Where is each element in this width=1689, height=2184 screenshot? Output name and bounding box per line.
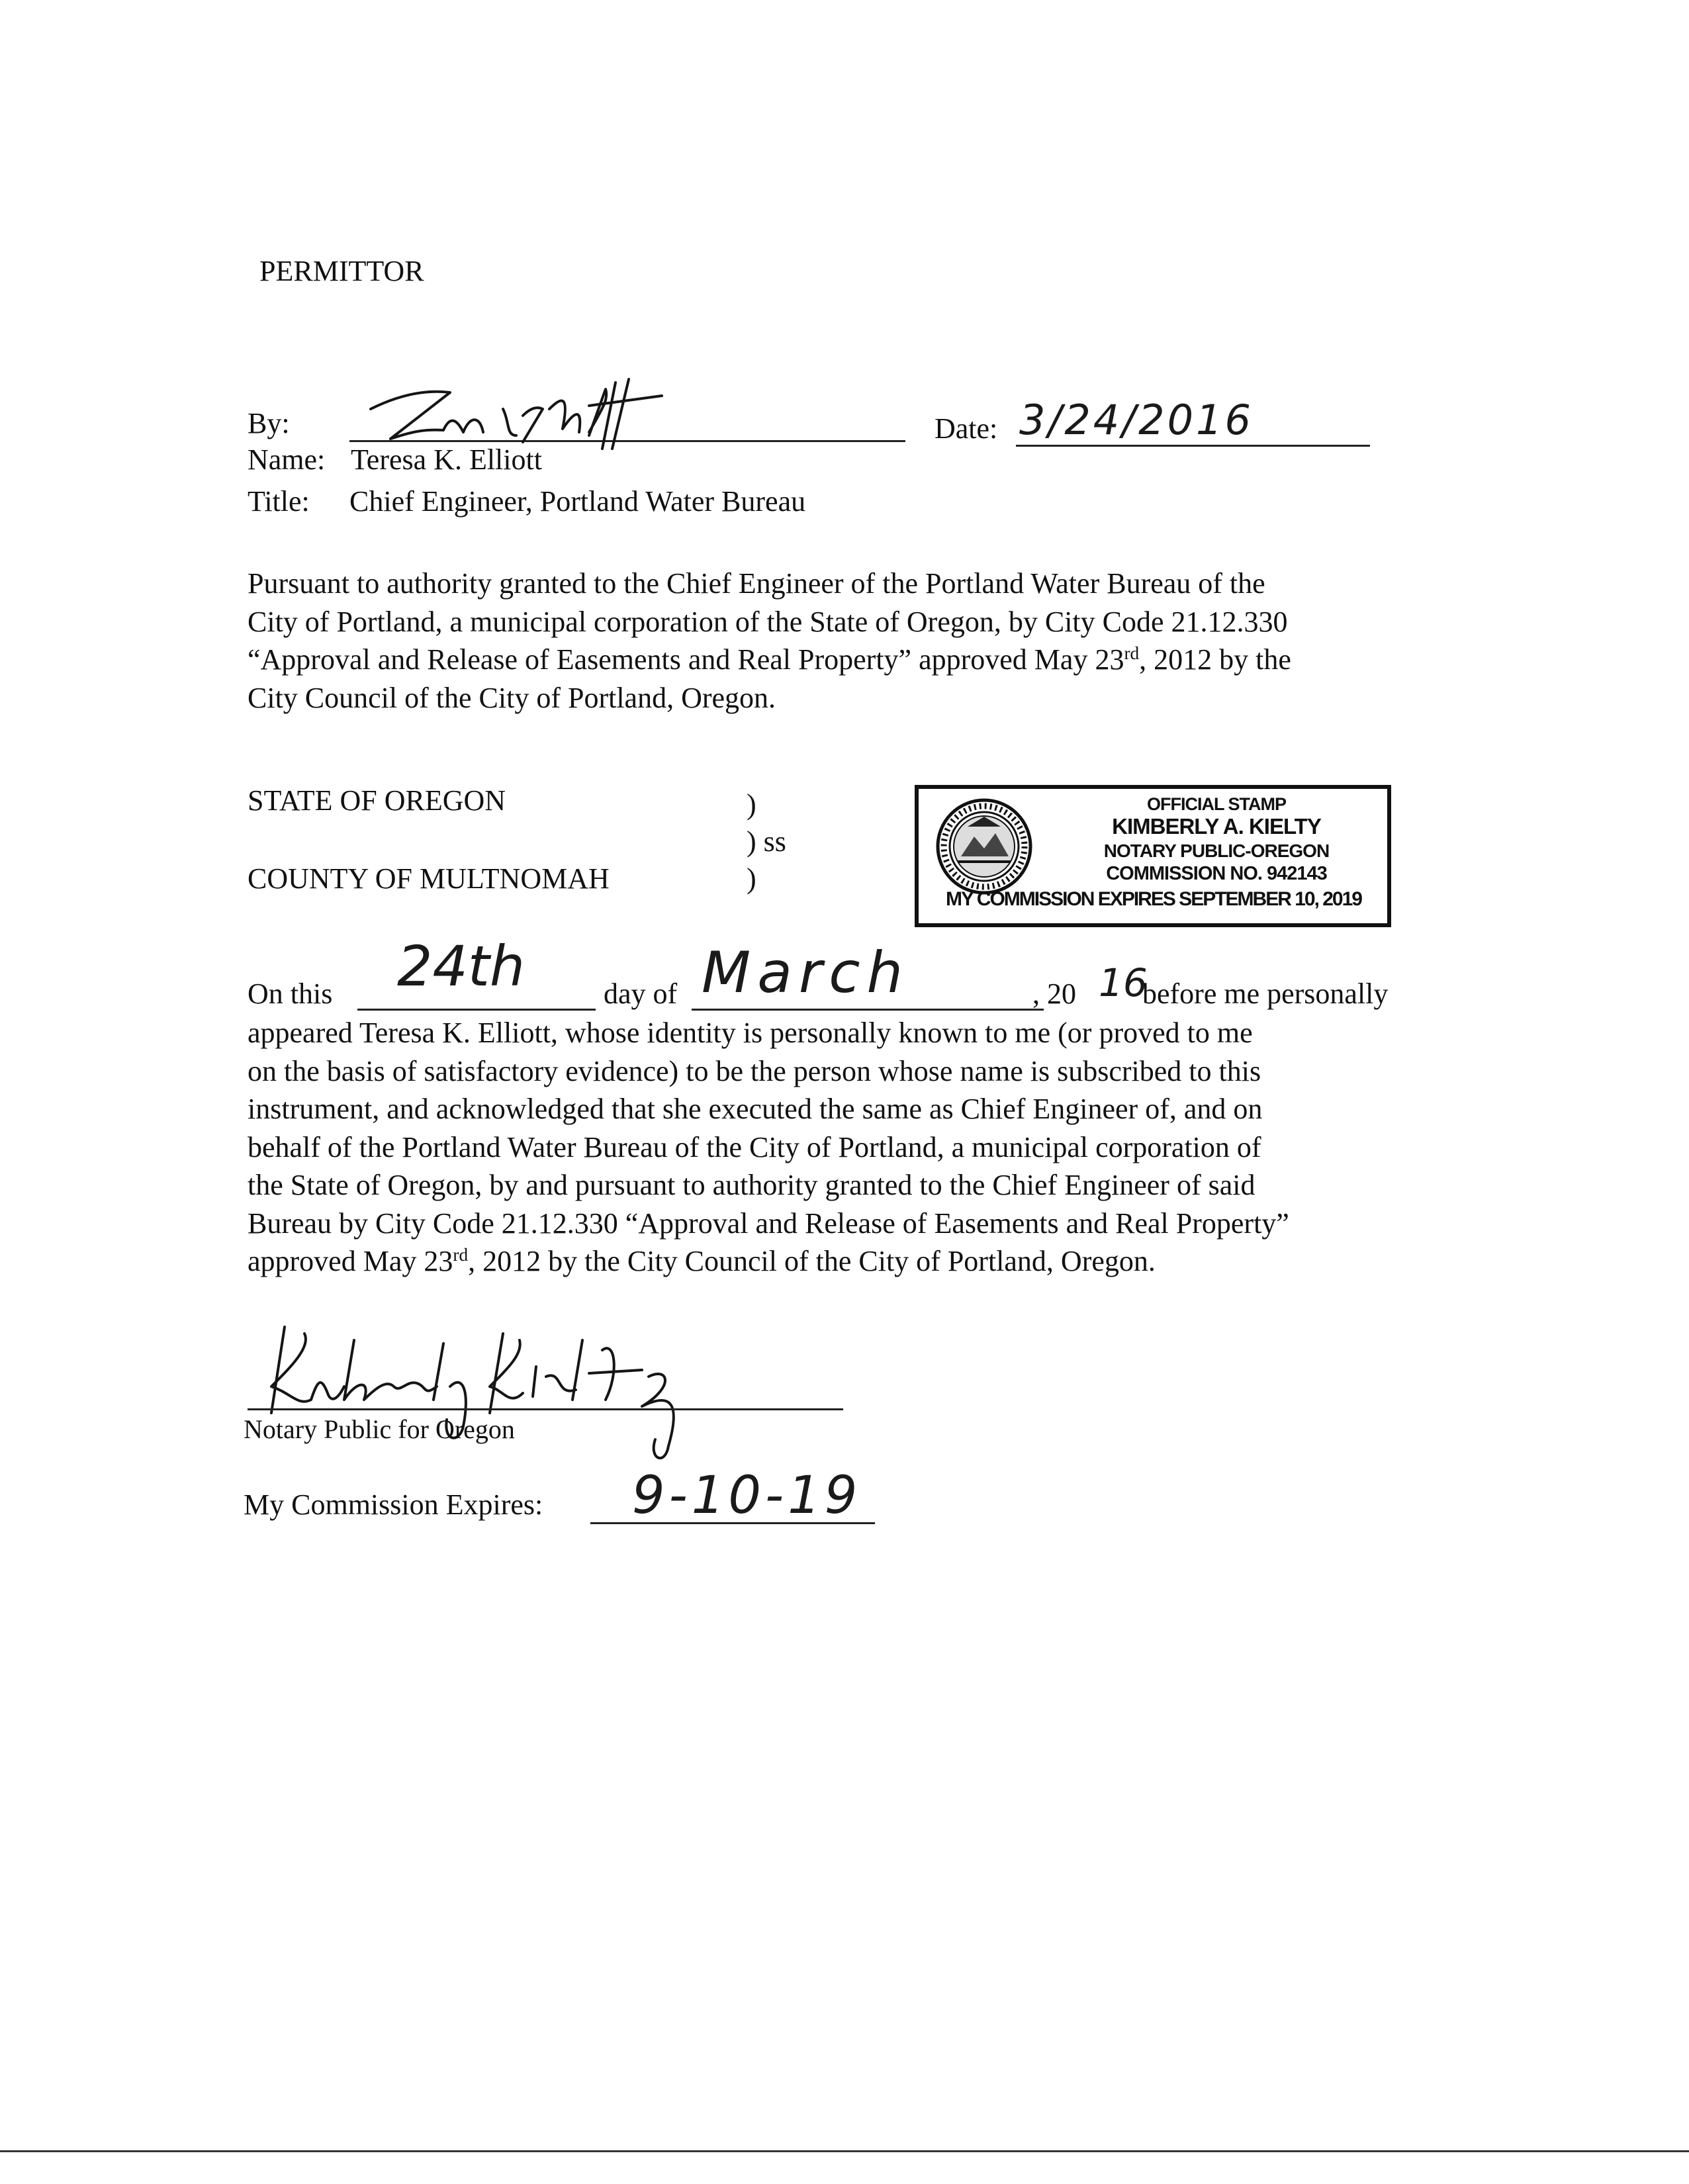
venue-paren-ss: ) ss xyxy=(747,825,786,858)
name-value: Teresa K. Elliott xyxy=(351,443,542,476)
date-handwritten: 3/24/2016 xyxy=(1019,396,1254,444)
ack-line-3: on the basis of satisfactory evidence) to be the person whose name is subscribed to this xyxy=(248,1054,1261,1087)
acknowledgment-paragraph xyxy=(248,1014,1289,1281)
stamp-commission-expiry: MY COMMISSION EXPIRES SEPTEMBER 10, 2019 xyxy=(946,888,1361,910)
authority-line-2: City of Portland, a municipal corporation of the State of Oregon, by City Code 21.12.330 xyxy=(248,605,1288,638)
page-bottom-rule xyxy=(0,2150,1689,2152)
authority-paragraph xyxy=(248,565,1291,717)
commission-expires-handwritten: 9-10-19 xyxy=(632,1466,862,1525)
year-handwritten: 16 xyxy=(1099,960,1148,1005)
commission-expires-label: My Commission Expires: xyxy=(244,1488,543,1521)
title-value: Chief Engineer, Portland Water Bureau xyxy=(349,485,806,518)
date-label: Date: xyxy=(935,412,998,445)
authority-line-4: City Council of the City of Portland, Oregon. xyxy=(248,681,776,714)
date-line xyxy=(1016,445,1370,447)
ack-line-7: Bureau by City Code 21.12.330 “Approval and Release of Easements and Real Property” xyxy=(248,1206,1289,1240)
stamp-line-1: OFFICIAL STAMP xyxy=(1147,794,1286,814)
permittor-heading: PERMITTOR xyxy=(259,255,424,287)
authority-line-3: “Approval and Release of Easements and Real Property” approved May 23rd, 2012 by the xyxy=(248,643,1291,676)
year-prefix: , 20 xyxy=(1032,978,1076,1010)
county-label: COUNTY OF MULTNOMAH xyxy=(248,862,610,895)
month-line xyxy=(692,1009,1044,1011)
title-label: Title: xyxy=(248,485,310,518)
state-label: STATE OF OREGON xyxy=(248,784,506,817)
name-label: Name: xyxy=(248,443,326,476)
day-handwritten: 24th xyxy=(397,934,525,999)
notary-public-label: Notary Public for Oregon xyxy=(244,1414,515,1444)
before-me-text: before me personally xyxy=(1142,978,1389,1010)
notary-signature-line xyxy=(248,1408,843,1410)
ack-line-8: approved May 23rd, 2012 by the City Council of the City of Portland, Oregon. xyxy=(248,1245,1156,1277)
ack-line-6: the State of Oregon, by and pursuant to authority granted to the Chief Engineer of said xyxy=(248,1169,1255,1201)
stamp-commission-number: COMMISSION NO. 942143 xyxy=(1106,863,1327,884)
venue-paren-top: ) xyxy=(747,788,756,821)
notary-official-stamp xyxy=(915,785,1391,927)
on-this-label: On this xyxy=(248,978,333,1010)
by-label: By: xyxy=(248,407,290,439)
oregon-state-seal-icon xyxy=(935,797,1034,896)
stamp-line-3: NOTARY PUBLIC-OREGON xyxy=(1103,841,1330,861)
ack-line-2: appeared Teresa K. Elliott, whose identity is personally known to me (or proved to me xyxy=(248,1017,1253,1049)
ack-line-4: instrument, and acknowledged that she executed the same as Chief Engineer of, and on xyxy=(248,1093,1263,1125)
venue-paren-bottom: ) xyxy=(747,862,756,895)
stamp-notary-name: KIMBERLY A. KIELTY xyxy=(1112,814,1321,839)
day-of-label: day of xyxy=(604,978,678,1010)
ack-line-5: behalf of the Portland Water Bureau of the City of Portland, a municipal corporation of xyxy=(248,1130,1261,1163)
month-handwritten: March xyxy=(702,940,910,1006)
authority-line-1: Pursuant to authority granted to the Chief Engineer of the Portland Water Bureau of the xyxy=(248,567,1265,600)
day-line xyxy=(357,1009,596,1011)
